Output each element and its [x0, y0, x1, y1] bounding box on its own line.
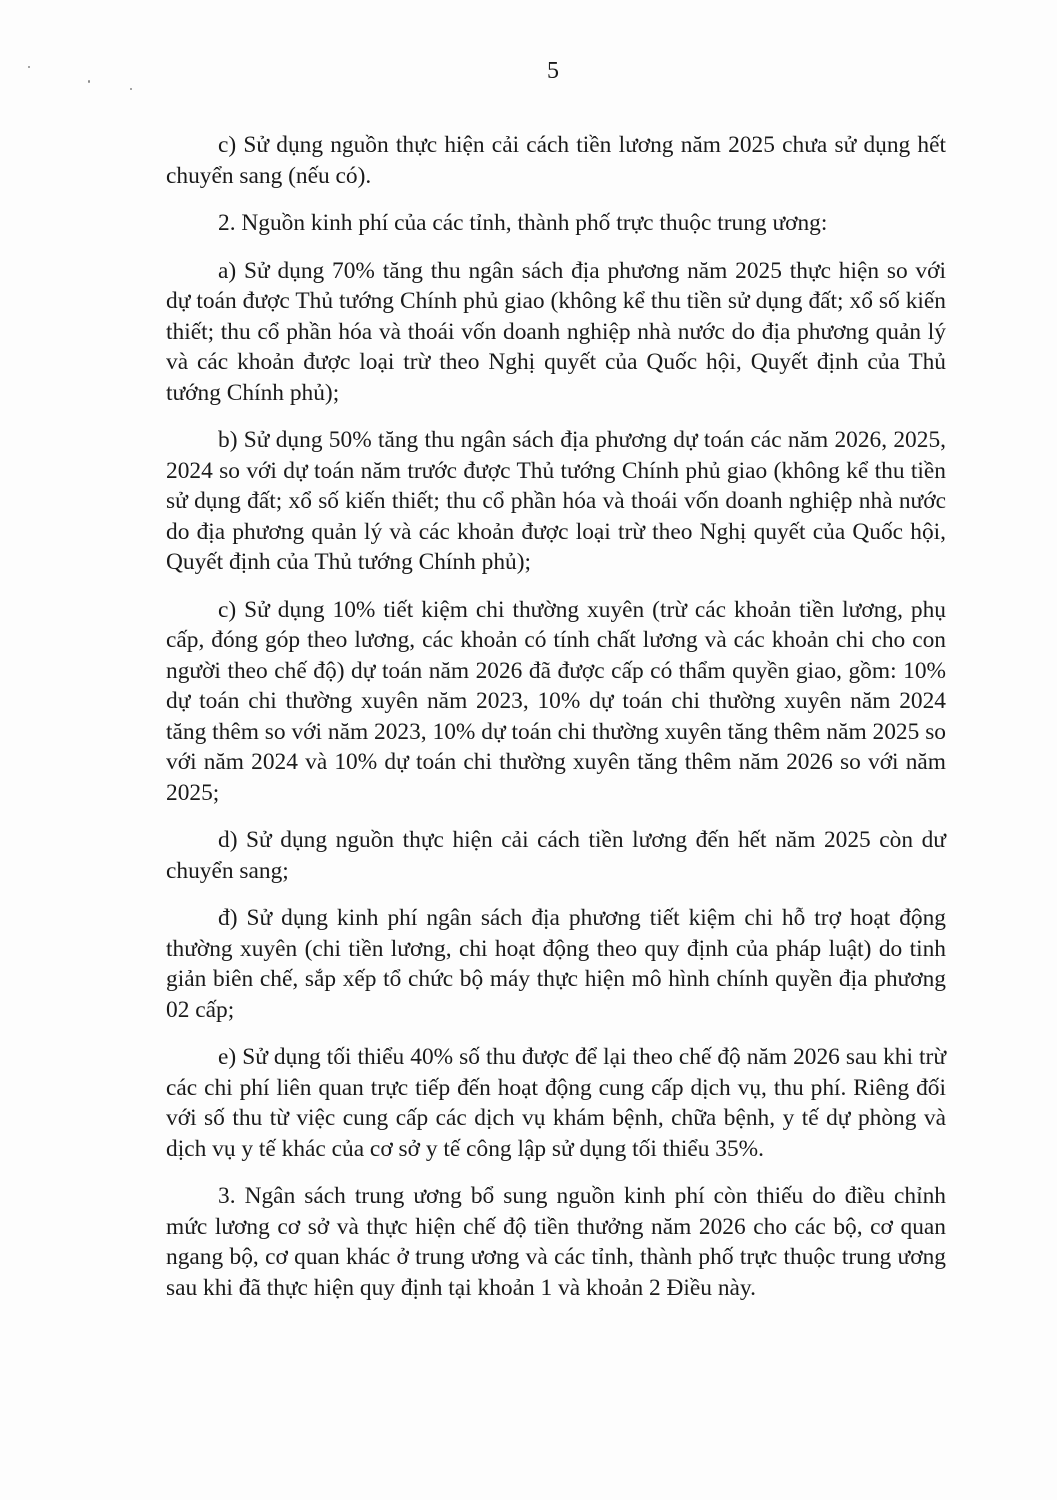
paragraph-2b: b) Sử dụng 50% tăng thu ngân sách địa phương dự toán các năm 2026, 2025, 2024 so với dự toán năm trước được Thủ tướng Chính phủ giao (không kể thu tiền sử dụng đất; xổ số kiến thiết; thu cổ phần hóa và thoái vốn doanh nghiệp nhà nước do địa phương quản lý và các khoản được loại trừ theo Nghị quyết của Quốc hội, Quyết định của Thủ tướng Chính phủ); — [166, 427, 946, 575]
scan-artifact — [130, 88, 132, 90]
page-number: 5 — [547, 58, 559, 84]
document-body — [166, 130, 946, 1320]
paragraph-3: 3. Ngân sách trung ương bổ sung nguồn kinh phí còn thiếu do điều chỉnh mức lương cơ sở và thực hiện chế độ tiền thưởng năm 2026 cho các bộ, cơ quan ngang bộ, cơ quan khác ở trung ương và các tỉnh, thành phố trực thuộc trung ương sau khi đã thực hiện quy định tại khoản 1 và khoản 2 Điều này. — [166, 1183, 946, 1301]
paragraph-2a: a) Sử dụng 70% tăng thu ngân sách địa phương năm 2025 thực hiện so với dự toán được Thủ tướng Chính phủ giao (không kể thu tiền sử dụng đất; xổ số kiến thiết; thu cổ phần hóa và thoái vốn doanh nghiệp nhà nước do địa phương quản lý và các khoản được loại trừ theo Nghị quyết của Quốc hội, Quyết định của Thủ tướng Chính phủ); — [166, 257, 946, 406]
paragraph-2d: d) Sử dụng nguồn thực hiện cải cách tiền lương đến hết năm 2025 còn dư chuyển sang; — [166, 827, 946, 884]
paragraph-1c: c) Sử dụng nguồn thực hiện cải cách tiền lương năm 2025 chưa sử dụng hết chuyển sang (nếu có). — [166, 132, 946, 189]
paragraph-2-heading: 2. Nguồn kinh phí của các tỉnh, thành phố trực thuộc trung ương: — [218, 210, 828, 236]
paragraph-2e: e) Sử dụng tối thiểu 40% số thu được để lại theo chế độ năm 2026 sau khi trừ các chi phí liên quan trực tiếp đến hoạt động cung cấp dịch vụ, thu phí. Riêng đối với số thu từ việc cung cấp các dịch vụ khám bệnh, chữa bệnh, y tế dự phòng và dịch vụ y tế khác của cơ sở y tế công lập sử dụng tối thiểu 35%. — [166, 1044, 946, 1162]
paragraph-2c: c) Sử dụng 10% tiết kiệm chi thường xuyên (trừ các khoản tiền lương, phụ cấp, đóng góp theo lương, các khoản có tính chất lương và các khoản chi cho con người theo chế độ) dự toán năm 2026 đã được cấp có thẩm quyền giao, gồm: 10% dự toán chi thường xuyên năm 2023, 10% dự toán chi thường xuyên năm 2024 tăng thêm so với năm 2023, 10% dự toán chi thường xuyên tăng thêm năm 2025 so với năm 2024 và 10% dự toán chi thường xuyên tăng thêm năm 2026 so với năm 2025; — [166, 596, 946, 806]
paragraph-2dd: đ) Sử dụng kinh phí ngân sách địa phương tiết kiệm chi hỗ trợ hoạt động thường xuyên (chi tiền lương, chi hoạt động theo quy định của pháp luật) do tinh giản biên chế, sắp xếp tổ chức bộ máy thực hiện mô hình chính quyền địa phương 02 cấp; — [166, 905, 946, 1023]
